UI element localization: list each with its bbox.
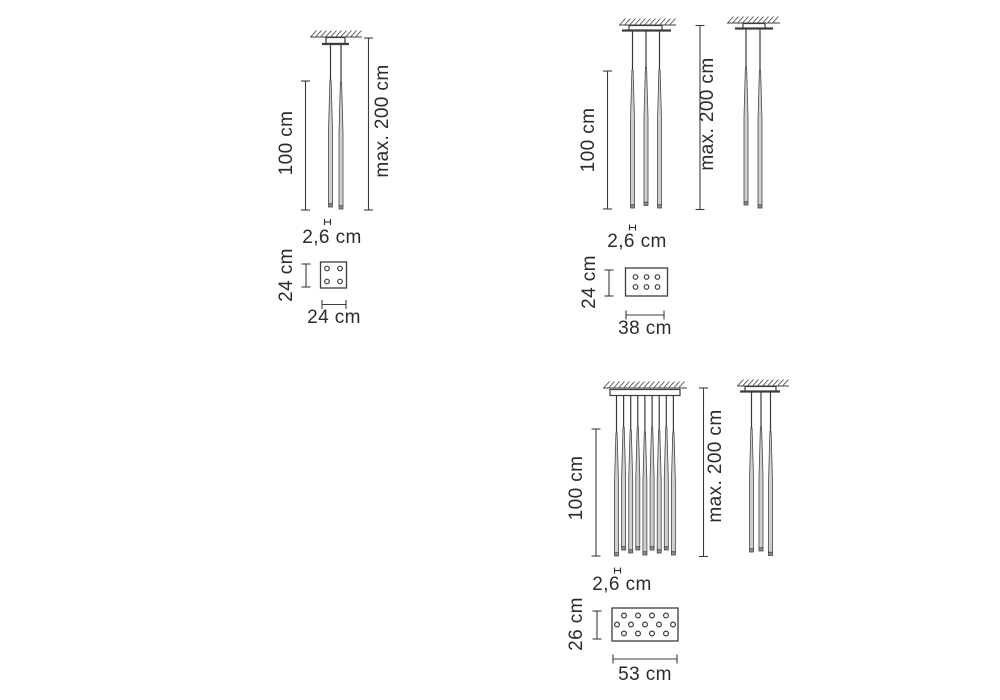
diameter-dimension-label: 2,6 cm bbox=[592, 574, 652, 595]
front-elevation bbox=[603, 382, 687, 557]
height-dimension bbox=[566, 429, 601, 556]
mounting-hole bbox=[644, 275, 649, 280]
figure-13-light-pendant bbox=[566, 380, 789, 686]
height-dimension-label: 100 cm bbox=[276, 110, 297, 176]
rod-tip bbox=[622, 547, 626, 550]
light-rod bbox=[329, 80, 333, 207]
plan-width-dimension bbox=[613, 655, 677, 686]
light-rod bbox=[636, 427, 640, 550]
mounting-hole bbox=[657, 622, 662, 627]
diameter-dimension bbox=[592, 568, 651, 596]
canopy-plan bbox=[626, 268, 668, 296]
plan-depth-dimension-label: 26 cm bbox=[566, 597, 587, 651]
front-elevation bbox=[619, 19, 676, 209]
height-dimension bbox=[578, 71, 612, 209]
figure-4-light-pendant bbox=[276, 31, 393, 329]
canopy-plan bbox=[612, 608, 678, 641]
rod-tip bbox=[650, 547, 654, 550]
plan-width-dimension bbox=[618, 311, 672, 340]
mounting-hole bbox=[664, 631, 669, 636]
mounting-hole bbox=[629, 622, 634, 627]
canopy bbox=[326, 38, 345, 44]
light-rod bbox=[643, 432, 647, 555]
canopy bbox=[610, 390, 680, 396]
rod-tip bbox=[750, 549, 754, 552]
height-dimension bbox=[276, 81, 310, 210]
side-elevation bbox=[737, 380, 789, 556]
mounting-hole bbox=[338, 279, 343, 284]
light-rod bbox=[671, 432, 675, 555]
diameter-dimension-label: 2,6 cm bbox=[302, 227, 362, 248]
mounting-hole bbox=[671, 622, 676, 627]
max-height-dimension bbox=[696, 26, 719, 210]
plan-width-dimension-label: 24 cm bbox=[307, 307, 361, 328]
mounting-hole bbox=[338, 266, 343, 271]
mounting-hole bbox=[650, 631, 655, 636]
max-height-dimension-label: max. 200 cm bbox=[705, 409, 726, 523]
max-height-dimension bbox=[364, 38, 393, 210]
diameter-dimension-label: 2,6 cm bbox=[607, 231, 667, 252]
mounting-hole bbox=[655, 275, 660, 280]
ceiling-hatch bbox=[737, 380, 789, 387]
rod-tip bbox=[758, 205, 762, 208]
light-rod bbox=[622, 427, 626, 550]
ceiling-hatch bbox=[603, 382, 687, 389]
canopy-plan bbox=[321, 262, 347, 288]
light-rod bbox=[658, 70, 662, 208]
height-dimension-label: 100 cm bbox=[578, 107, 599, 173]
plan-depth-dimension-label: 24 cm bbox=[579, 255, 600, 309]
light-rod bbox=[650, 427, 654, 550]
light-rod bbox=[769, 432, 773, 556]
plan-depth-dimension bbox=[579, 255, 614, 309]
light-rod bbox=[629, 430, 633, 553]
light-rod bbox=[631, 70, 635, 208]
light-rod bbox=[615, 433, 619, 556]
rod-tip bbox=[769, 552, 773, 555]
rod-tip bbox=[759, 548, 763, 551]
ceiling-hatch bbox=[310, 31, 362, 38]
plan-width-dimension-label: 38 cm bbox=[618, 318, 672, 339]
plan-width-dimension-label: 53 cm bbox=[618, 664, 672, 685]
rod-tip bbox=[629, 550, 633, 553]
rod-tip bbox=[329, 204, 333, 207]
mounting-hole bbox=[325, 279, 330, 284]
rod-tip bbox=[664, 547, 668, 550]
mounting-hole bbox=[655, 285, 660, 290]
diameter-dimension bbox=[607, 225, 666, 253]
rod-tip bbox=[744, 202, 748, 205]
rod-tip bbox=[671, 552, 675, 555]
mounting-hole bbox=[622, 613, 627, 618]
rod-tip bbox=[636, 547, 640, 550]
mounting-hole bbox=[633, 285, 638, 290]
plan-depth-dimension bbox=[276, 248, 311, 302]
rod-tip bbox=[644, 202, 648, 205]
plan-width-dimension bbox=[307, 300, 361, 328]
figure-6-light-pendant bbox=[578, 17, 780, 340]
light-rod bbox=[644, 68, 648, 206]
light-rod bbox=[750, 428, 754, 552]
mounting-hole bbox=[633, 275, 638, 280]
plan-depth-dimension-label: 24 cm bbox=[276, 248, 297, 302]
light-rod bbox=[758, 70, 762, 208]
plan-depth-dimension bbox=[566, 597, 602, 651]
light-rod bbox=[657, 430, 661, 553]
diameter-dimension bbox=[302, 219, 361, 248]
rod-tip bbox=[631, 205, 635, 208]
rod-tip bbox=[339, 206, 343, 209]
light-rod bbox=[759, 427, 763, 551]
mounting-hole bbox=[615, 622, 620, 627]
front-elevation bbox=[310, 31, 362, 210]
mounting-hole bbox=[325, 266, 330, 271]
mounting-hole bbox=[643, 622, 648, 627]
mounting-hole bbox=[636, 613, 641, 618]
max-height-dimension-label: max. 200 cm bbox=[372, 64, 393, 178]
ceiling-hatch bbox=[619, 19, 676, 26]
rod-tip bbox=[658, 205, 662, 208]
rod-tip bbox=[657, 550, 661, 553]
max-height-dimension bbox=[699, 388, 726, 557]
max-height-dimension-label: max. 200 cm bbox=[697, 57, 718, 171]
light-rod bbox=[744, 67, 748, 205]
mounting-hole bbox=[622, 631, 627, 636]
mounting-hole bbox=[636, 631, 641, 636]
rod-tip bbox=[615, 553, 619, 556]
mounting-hole bbox=[650, 613, 655, 618]
rod-tip bbox=[643, 552, 647, 555]
mounting-hole bbox=[644, 285, 649, 290]
ceiling-hatch bbox=[727, 17, 780, 24]
light-rod bbox=[339, 82, 343, 209]
side-elevation bbox=[727, 17, 780, 209]
light-rod bbox=[664, 427, 668, 550]
mounting-hole bbox=[664, 613, 669, 618]
height-dimension-label: 100 cm bbox=[566, 455, 587, 521]
